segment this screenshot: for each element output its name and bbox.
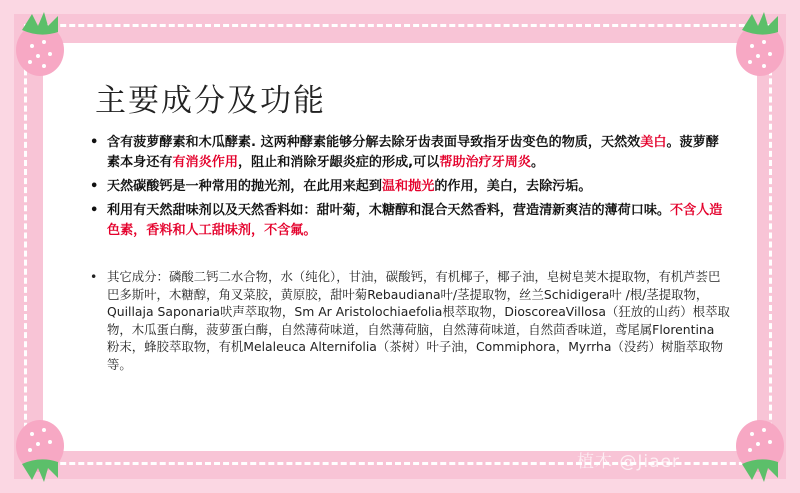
other-ingredients: • 其它成分：磷酸二钙二水合物，水（纯化），甘油，碳酸钙，有机椰子，椰子油，皂树皂荚木提取物，有机芦荟巴巴多斯叶，木糖醇，角叉菜胶，黄原胶，甜叶菊Rebaudiana叶/茎提取物，丝兰Schidigera叶 /根/茎提取物，Quillaja Saponaria吠声萃取物，Sm Ar Aristolochiaefolia根萃取物，DioscoreaVillosa（狂放的山药）根萃取物，木瓜蛋白酶，菠萝蛋白酶，自然薄荷味道，自然薄荷脑，自然薄荷味道，自然茴香味道，鸢尾属Florentina 粉末，蜂胶萃取物，有机Melaleuca Alternifolia（茶树）叶子油，Commiphora，Myrrha（没药）树脂萃取物等。 [90, 268, 730, 374]
watermark: 植木 @Jiaer [577, 452, 681, 472]
highlight-text: 温和抛光 [381, 179, 435, 194]
feature-item-enzymes [90, 133, 730, 173]
strawberry-icon-bottom-left [8, 416, 72, 486]
strawberry-icon-top-right [728, 8, 792, 78]
feature-text: 含有菠萝酵素和木瓜酵素. 这两种酵素能够分解去除牙齿表面导致指牙齿变色的物质，天然效 [107, 135, 641, 150]
feature-text: ，阻止和消除牙龈炎症的形成,可以 [237, 155, 440, 170]
feature-text: 。 [530, 155, 545, 170]
strawberry-icon-bottom-right [728, 416, 792, 486]
feature-item-calcium [90, 177, 730, 197]
page-title: 主要成分及功能 [95, 83, 326, 119]
feature-text: 。菠萝酵素本身还有 [107, 135, 719, 170]
feature-item-sweetener [90, 201, 730, 241]
highlight-text: 帮助治疗牙周炎 [439, 155, 531, 170]
feature-text: 天然碳酸钙是一种常用的抛光剂，在此用来起到 [107, 179, 382, 194]
feature-text: 的作用，美白，去除污垢。 [434, 179, 592, 194]
strawberry-icon-top-left [8, 8, 72, 78]
highlight-text: 有消炎作用 [172, 155, 238, 170]
highlight-text: 不含人造色素，香料和人工甜味剂，不含氟。 [107, 203, 723, 238]
feature-list [90, 133, 730, 245]
feature-text: 利用有天然甜味剂以及天然香料如：甜叶菊，木糖醇和混合天然香料，营造清新爽洁的薄荷口味。 [107, 203, 671, 218]
highlight-text: 美白 [640, 135, 667, 150]
